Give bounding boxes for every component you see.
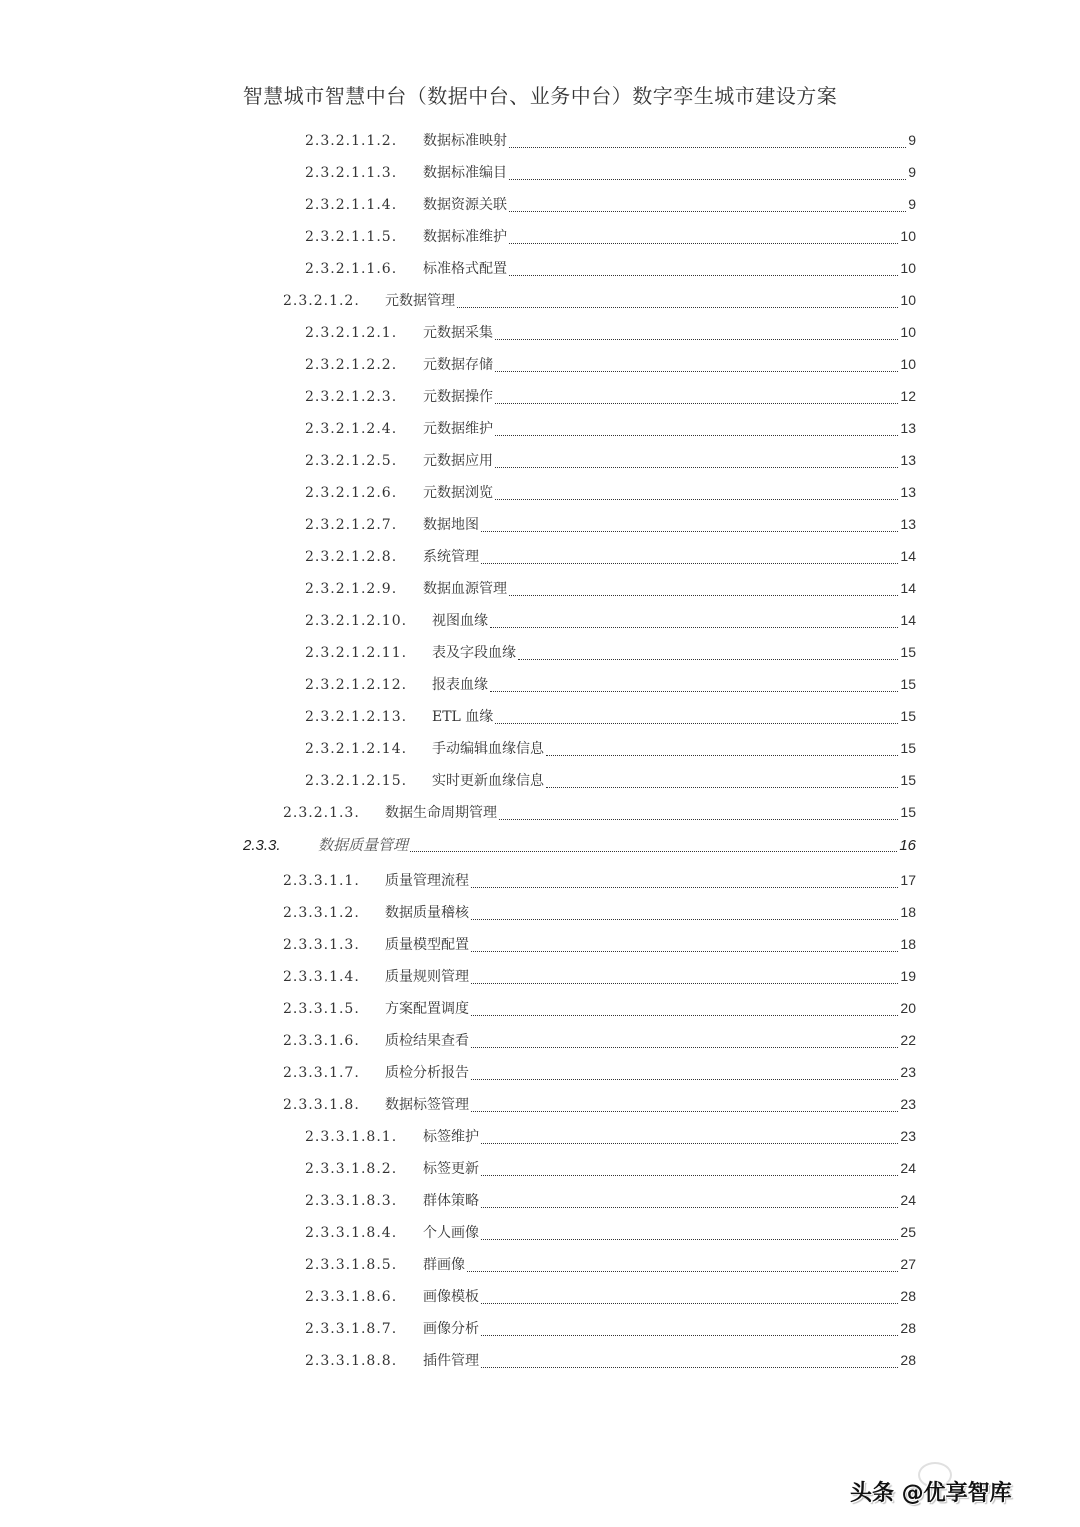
toc-leader-dots bbox=[481, 1142, 898, 1144]
toc-page: 15 bbox=[900, 740, 916, 756]
toc-leader-dots bbox=[495, 466, 898, 468]
toc-leader-dots bbox=[509, 178, 906, 180]
toc-entry[interactable] bbox=[305, 1318, 916, 1340]
toc-number: 2.3.2.1.1.5. bbox=[305, 229, 398, 245]
toc-title: 报表血缘 bbox=[432, 677, 488, 693]
toc-page: 24 bbox=[900, 1192, 916, 1208]
toc-page: 14 bbox=[900, 612, 916, 628]
toc-page: 19 bbox=[900, 968, 916, 984]
toc-title: 手动编辑血缘信息 bbox=[432, 741, 544, 757]
toc-title: 数据标签管理 bbox=[385, 1097, 469, 1113]
toc-leader-dots bbox=[471, 918, 898, 920]
toc-entry[interactable] bbox=[305, 322, 916, 344]
toc-page: 10 bbox=[900, 292, 916, 308]
toc-leader-dots bbox=[481, 562, 898, 564]
toc-page: 25 bbox=[900, 1224, 916, 1240]
toc-entry[interactable] bbox=[283, 1094, 916, 1116]
toc-page: 18 bbox=[900, 904, 916, 920]
toc-number: 2.3.2.1.1.3. bbox=[305, 165, 398, 181]
toc-page: 10 bbox=[900, 228, 916, 244]
toc-entry[interactable] bbox=[305, 450, 916, 472]
toc-number: 2.3.2.1.1.6. bbox=[305, 261, 398, 277]
toc-entry[interactable] bbox=[305, 674, 916, 696]
toc-page: 18 bbox=[900, 936, 916, 952]
toc-page: 14 bbox=[900, 548, 916, 564]
toc-entry[interactable] bbox=[305, 1126, 916, 1148]
toc-page: 15 bbox=[900, 676, 916, 692]
toc-entry[interactable] bbox=[283, 1030, 916, 1052]
toc-leader-dots bbox=[481, 1366, 898, 1368]
toc-page: 23 bbox=[900, 1064, 916, 1080]
toc-title: 数据标准编目 bbox=[423, 165, 507, 181]
toc-entry[interactable] bbox=[305, 578, 916, 600]
toc-title: 质量规则管理 bbox=[385, 969, 469, 985]
toc-page: 13 bbox=[900, 452, 916, 468]
toc-leader-dots bbox=[481, 1302, 898, 1304]
toc-entry[interactable] bbox=[305, 546, 916, 568]
toc-number: 2.3.3.1.8.8. bbox=[305, 1353, 398, 1369]
toc-number: 2.3.3.1.2. bbox=[283, 905, 360, 921]
toc-page: 15 bbox=[900, 708, 916, 724]
toc-number: 2.3.2.1.2. bbox=[283, 293, 360, 309]
toc-page: 13 bbox=[900, 516, 916, 532]
toc-title: 数据生命周期管理 bbox=[385, 805, 497, 821]
toc-title: 元数据存储 bbox=[423, 357, 493, 373]
toc-title: 数据地图 bbox=[423, 517, 479, 533]
toc-page: 20 bbox=[900, 1000, 916, 1016]
toc-entry[interactable] bbox=[305, 162, 916, 184]
toc-entry[interactable] bbox=[283, 934, 916, 956]
toc-number: 2.3.3.1.8.5. bbox=[305, 1257, 398, 1273]
toc-leader-dots bbox=[518, 658, 898, 660]
toc-number: 2.3.3.1.8.1. bbox=[305, 1129, 398, 1145]
toc-entry[interactable] bbox=[283, 870, 916, 892]
toc-number: 2.3.2.1.2.1. bbox=[305, 325, 398, 341]
toc-number: 2.3.3.1.3. bbox=[283, 937, 360, 953]
toc-page: 14 bbox=[900, 580, 916, 596]
toc-title: 数据标准映射 bbox=[423, 133, 507, 149]
toc-leader-dots bbox=[481, 1174, 898, 1176]
toc-number: 2.3.3.1.8. bbox=[283, 1097, 360, 1113]
toc-page: 9 bbox=[908, 196, 916, 212]
toc-title: 标签更新 bbox=[423, 1161, 479, 1177]
toc-title: 数据标准维护 bbox=[423, 229, 507, 245]
toc-title: 视图血缘 bbox=[432, 613, 488, 629]
toc-entry[interactable] bbox=[305, 1158, 916, 1180]
toc-entry[interactable] bbox=[283, 998, 916, 1020]
toc-number: 2.3.3.1.1. bbox=[283, 873, 360, 889]
toc-title: 元数据维护 bbox=[423, 421, 493, 437]
toc-title: 系统管理 bbox=[423, 549, 479, 565]
toc-number: 2.3.2.1.2.9. bbox=[305, 581, 398, 597]
toc-page: 15 bbox=[900, 772, 916, 788]
toc-title: 群体策略 bbox=[423, 1193, 479, 1209]
toc-entry[interactable] bbox=[305, 1190, 916, 1212]
toc-entry[interactable] bbox=[283, 966, 916, 988]
toc-title: 元数据浏览 bbox=[423, 485, 493, 501]
toc-number: 2.3.3.1.8.2. bbox=[305, 1161, 398, 1177]
toc-title: 标签维护 bbox=[423, 1129, 479, 1145]
toc-leader-dots bbox=[509, 594, 898, 596]
toc-entry[interactable] bbox=[305, 770, 916, 792]
toc-entry[interactable] bbox=[305, 610, 916, 632]
toc-entry[interactable] bbox=[305, 1222, 916, 1244]
toc-leader-dots bbox=[471, 1110, 898, 1112]
toc-title: 元数据应用 bbox=[423, 453, 493, 469]
toc-number: 2.3.2.1.2.14. bbox=[305, 741, 408, 757]
toc-page: 17 bbox=[900, 872, 916, 888]
toc-number: 2.3.3.1.6. bbox=[283, 1033, 360, 1049]
toc-leader-dots bbox=[509, 274, 898, 276]
toc-page: 15 bbox=[900, 644, 916, 660]
toc-leader-dots bbox=[495, 434, 898, 436]
toc-entry[interactable] bbox=[305, 354, 916, 376]
toc-leader-dots bbox=[546, 786, 898, 788]
toc-page: 23 bbox=[900, 1128, 916, 1144]
toc-entry[interactable] bbox=[305, 130, 916, 152]
toc-number: 2.3.2.1.2.8. bbox=[305, 549, 398, 565]
toc-title: 数据质量管理 bbox=[318, 837, 409, 854]
toc-leader-dots bbox=[471, 886, 898, 888]
toc-entry[interactable] bbox=[305, 226, 916, 248]
toc-leader-dots bbox=[495, 370, 898, 372]
toc-leader-dots bbox=[410, 850, 897, 852]
toc-number: 2.3.2.1.2.7. bbox=[305, 517, 398, 533]
toc-page: 28 bbox=[900, 1352, 916, 1368]
toc-entry[interactable] bbox=[283, 902, 916, 924]
toc-number: 2.3.2.1.2.2. bbox=[305, 357, 398, 373]
toc-entry[interactable] bbox=[305, 386, 916, 408]
document-header: 智慧城市智慧中台（数据中台、业务中台）数字孪生城市建设方案 bbox=[242, 84, 838, 108]
toc-entry[interactable] bbox=[283, 290, 916, 312]
toc-title: 实时更新血缘信息 bbox=[432, 773, 544, 789]
toc-entry[interactable] bbox=[305, 194, 916, 216]
toc-number: 2.3.2.1.2.6. bbox=[305, 485, 398, 501]
toc-number: 2.3.2.1.2.5. bbox=[305, 453, 398, 469]
toc-page: 15 bbox=[900, 804, 916, 820]
toc-page: 10 bbox=[900, 260, 916, 276]
toc-leader-dots bbox=[457, 306, 898, 308]
toc-title: 元数据操作 bbox=[423, 389, 493, 405]
toc-title: ETL 血缘 bbox=[432, 709, 494, 725]
toc-page: 28 bbox=[900, 1288, 916, 1304]
toc-page: 22 bbox=[900, 1032, 916, 1048]
toc-leader-dots bbox=[467, 1270, 898, 1272]
toc-number: 2.3.2.1.2.13. bbox=[305, 709, 408, 725]
toc-leader-dots bbox=[509, 210, 906, 212]
toc-number: 2.3.2.1.2.4. bbox=[305, 421, 398, 437]
toc-page: 28 bbox=[900, 1320, 916, 1336]
toc-title: 数据血源管理 bbox=[423, 581, 507, 597]
toc-leader-dots bbox=[546, 754, 898, 756]
toc-leader-dots bbox=[495, 402, 898, 404]
toc-leader-dots bbox=[499, 818, 898, 820]
toc-leader-dots bbox=[471, 1078, 898, 1080]
toc-number: 2.3.2.1.3. bbox=[283, 805, 360, 821]
toc-leader-dots bbox=[471, 950, 898, 952]
toc-leader-dots bbox=[495, 722, 898, 724]
toc-entry[interactable] bbox=[305, 482, 916, 504]
toc-number: 2.3.3.1.8.4. bbox=[305, 1225, 398, 1241]
toc-title: 质量模型配置 bbox=[385, 937, 469, 953]
toc-number: 2.3.2.1.2.11. bbox=[305, 645, 408, 661]
toc-title: 质检结果查看 bbox=[385, 1033, 469, 1049]
toc-title: 标准格式配置 bbox=[423, 261, 507, 277]
toc-entry[interactable] bbox=[305, 706, 916, 728]
toc-page: 27 bbox=[900, 1256, 916, 1272]
toc-entry[interactable] bbox=[305, 258, 916, 280]
toc-number: 2.3.3. bbox=[243, 837, 281, 854]
toc-number: 2.3.3.1.7. bbox=[283, 1065, 360, 1081]
toc-leader-dots bbox=[481, 530, 898, 532]
toc-number: 2.3.2.1.2.12. bbox=[305, 677, 408, 693]
toc-leader-dots bbox=[481, 1206, 898, 1208]
toc-page: 23 bbox=[900, 1096, 916, 1112]
toc-page: 16 bbox=[899, 837, 916, 854]
toc-title: 质检分析报告 bbox=[385, 1065, 469, 1081]
toc-entry-section[interactable] bbox=[243, 834, 916, 856]
toc-number: 2.3.2.1.2.15. bbox=[305, 773, 408, 789]
toc-title: 数据资源关联 bbox=[423, 197, 507, 213]
toc-leader-dots bbox=[471, 982, 898, 984]
toc-title: 质量管理流程 bbox=[385, 873, 469, 889]
toc-leader-dots bbox=[509, 146, 906, 148]
toc-number: 2.3.3.1.8.3. bbox=[305, 1193, 398, 1209]
watermark: 头条 @优享智库 bbox=[850, 1481, 1012, 1506]
toc-page: 10 bbox=[900, 324, 916, 340]
toc-leader-dots bbox=[490, 690, 898, 692]
toc-number: 2.3.3.1.5. bbox=[283, 1001, 360, 1017]
toc-number: 2.3.3.1.4. bbox=[283, 969, 360, 985]
toc-page: 13 bbox=[900, 420, 916, 436]
toc-title: 画像分析 bbox=[423, 1321, 479, 1337]
toc-number: 2.3.3.1.8.6. bbox=[305, 1289, 398, 1305]
toc-number: 2.3.2.1.2.10. bbox=[305, 613, 408, 629]
toc-page: 24 bbox=[900, 1160, 916, 1176]
toc-title: 数据质量稽核 bbox=[385, 905, 469, 921]
toc-number: 2.3.2.1.1.4. bbox=[305, 197, 398, 213]
toc-number: 2.3.3.1.8.7. bbox=[305, 1321, 398, 1337]
toc-leader-dots bbox=[481, 1238, 898, 1240]
toc-leader-dots bbox=[509, 242, 898, 244]
toc-leader-dots bbox=[495, 338, 898, 340]
toc-title: 方案配置调度 bbox=[385, 1001, 469, 1017]
toc-leader-dots bbox=[471, 1046, 898, 1048]
toc-title: 群画像 bbox=[423, 1257, 465, 1273]
toc-title: 画像模板 bbox=[423, 1289, 479, 1305]
toc-page: 12 bbox=[900, 388, 916, 404]
toc-leader-dots bbox=[471, 1014, 898, 1016]
toc-title: 元数据管理 bbox=[385, 293, 455, 309]
toc-leader-dots bbox=[481, 1334, 898, 1336]
toc-leader-dots bbox=[495, 498, 898, 500]
toc-page: 9 bbox=[908, 132, 916, 148]
toc-title: 插件管理 bbox=[423, 1353, 479, 1369]
toc-entry[interactable] bbox=[305, 1350, 916, 1372]
toc-entry[interactable] bbox=[305, 738, 916, 760]
toc-title: 表及字段血缘 bbox=[432, 645, 516, 661]
toc-entry[interactable] bbox=[305, 1286, 916, 1308]
toc-entry[interactable] bbox=[305, 1254, 916, 1276]
toc-entry[interactable] bbox=[283, 802, 916, 824]
toc-entry[interactable] bbox=[305, 642, 916, 664]
toc-entry[interactable] bbox=[305, 514, 916, 536]
toc-page: 9 bbox=[908, 164, 916, 180]
toc-title: 个人画像 bbox=[423, 1225, 479, 1241]
toc-page: 10 bbox=[900, 356, 916, 372]
toc-leader-dots bbox=[490, 626, 898, 628]
toc-entry[interactable] bbox=[305, 418, 916, 440]
toc-number: 2.3.2.1.1.2. bbox=[305, 133, 398, 149]
toc-entry[interactable] bbox=[283, 1062, 916, 1084]
toc-number: 2.3.2.1.2.3. bbox=[305, 389, 398, 405]
toc-title: 元数据采集 bbox=[423, 325, 493, 341]
toc-page: 13 bbox=[900, 484, 916, 500]
